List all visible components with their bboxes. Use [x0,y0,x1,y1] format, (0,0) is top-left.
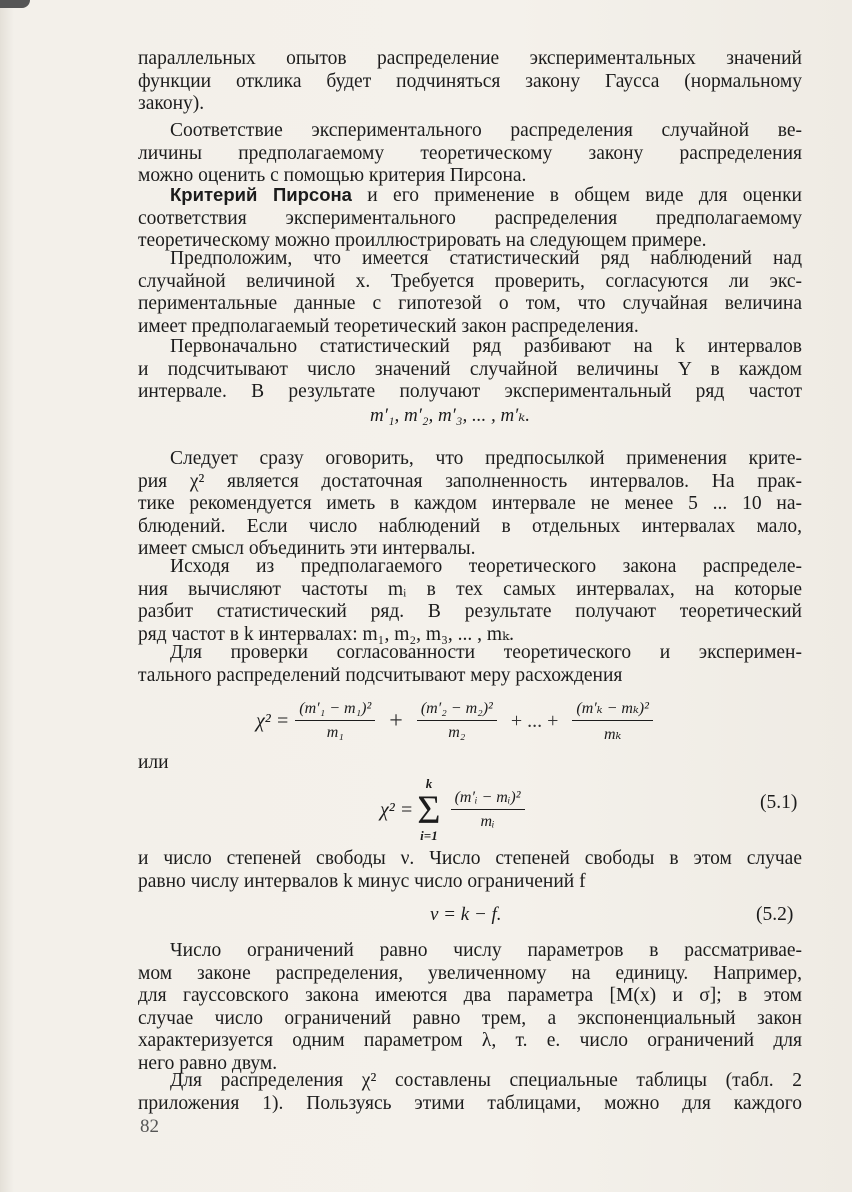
text-line: и число степеней свободы ν. Число степеней свободы в этом случае [138,848,802,869]
numerator: (m′ᵢ − mᵢ)² [454,789,521,806]
text-line: параллельных опытов распределение экспериментальных значений [138,48,802,69]
paragraph-discrepancy [138,642,802,687]
paragraph-theoretical [138,556,802,646]
summation-sign [417,776,440,844]
text-line: Для распределения χ² составлены специальные таблицы (табл. 2 [170,1070,802,1091]
text-line: мом законе распределения, увеличенному на единицу. Например, [138,962,802,984]
scan-corner-mark [0,0,30,8]
sum-upper-limit: k [425,776,433,791]
paragraph-preconditions [138,448,802,561]
chi-square-lhs: χ² = [256,709,290,732]
text-line: тике рекомендуется иметь в каждом интервале не менее 5 ... 10 на- [138,493,802,515]
denominator: m₂ [448,724,466,741]
text-line: Число ограничений равно числу параметров в рассматривае- [170,940,802,961]
numerator: (m′₂ − m₂)² [420,700,493,717]
text-line: теоретическому можно проиллюстрировать на следующем примере. [138,230,707,252]
text-line: закону). [138,93,205,115]
text-line: него равно двум. [138,1052,278,1074]
equation-number: (5.2) [756,904,794,925]
degrees-of-freedom-formula: ν = k − f. [430,904,502,925]
text-line: соответствия экспериментального распределения предполагаемому [138,207,802,229]
text-line: имеет смысл объединить эти интервалы. [138,538,476,560]
equation-number: (5.1) [760,792,798,813]
text-line: Для проверки согласованности теоретического и эксперимен- [170,642,802,663]
paragraph-continuation [138,48,802,116]
fraction-term-2 [417,700,497,742]
paragraph-assumption [138,248,802,338]
text-line: для гауссовского закона имеются два параметра [M(x) и σ]; в этом [138,985,802,1007]
chi-square-expanded-formula [256,698,659,744]
numerator: (m′₁ − m₁)² [299,700,372,717]
fraction-term-k [572,698,653,744]
text-line: Предположим, что имеется статистический ряд наблюдений над [170,248,802,269]
text-line: Первоначально статистический ряд разбивают на k интервалов [170,336,802,357]
text-line: равно числу интервалов k минус число ограничений f [138,870,586,892]
text-line: случае число ограничений равно трем, а экспоненциальный закон [138,1007,802,1029]
text-line: интервале. В результате получают экспериментальный ряд частот [138,381,802,403]
chi-square-sum-formula [380,776,531,844]
paragraph-tables [138,1070,802,1115]
denominator: m₁ [326,724,344,741]
sum-lower-limit: i=1 [420,828,438,843]
frequency-series: m′₁, m′₂, m′₃, ... , m′ₖ. [370,405,531,426]
text-line: Исходя из предполагаемого теоретического закона распределе- [170,556,802,577]
plus-sign: + [389,707,403,734]
fraction-term-1 [295,700,375,742]
text-line: характеризуется одним параметром λ, т. е. число ограничений для [138,1030,802,1052]
paragraph-correspondence [138,120,802,188]
paragraph-constraints [138,940,802,1076]
text-line: или [138,752,169,773]
text-line: можно оценить с помощью критерия Пирсона. [138,165,527,187]
numerator: (m′ₖ − mₖ)² [576,700,649,717]
text-line: ния вычисляют частоты mᵢ в тех самых интервалах, на которые [138,578,802,600]
bold-term: Критерий Пирсона [170,184,352,205]
text-line: и подсчитывают число значений случайной величины Y в каждом [138,358,802,380]
text-line: разбит статистический ряд. В результате получают теоретический [138,601,802,623]
text-line: тального распределений подсчитывают меру расхождения [138,664,623,686]
text-line [138,184,802,208]
text-line: личины предполагаемому теоретическому закону распределения [138,142,802,164]
text-line: приложения 1). Пользуясь этими таблицами, можно для каждого [138,1092,802,1114]
text-line: блюдений. Если число наблюдений в отдельных интервалах мало, [138,515,802,537]
denominator: mᵢ [480,813,495,830]
page-number: 82 [140,1116,159,1137]
fraction-term-i [451,789,525,831]
sigma-icon: Σ [417,787,441,832]
paragraph-degrees-of-freedom [138,848,802,893]
text-line: рия χ² является достаточная заполненность интервалов. На прак- [138,470,802,492]
text-line: периментальные данные с гипотезой о том, что случайная величина [138,293,802,315]
text-line: Следует сразу оговорить, что предпосылкой применения крите- [170,448,802,469]
paragraph-pearson [138,184,802,253]
text-fragment: и его применение в общем виде для оценки [351,185,802,206]
chi-square-lhs: χ² = [380,798,414,821]
ellipsis-sum: + ... + [510,709,559,732]
text-line: функции отклика будет подчиняться закону Гаусса (нормальному [138,70,802,92]
text-line: имеет предполагаемый теоретический закон распределения. [138,315,639,337]
text-line: ряд частот в k интервалах: m₁, m₂, m₃, ... , mₖ. [138,623,515,645]
denominator: mₖ [603,726,622,743]
text-line: Соответствие экспериментального распределения случайной ве- [170,120,802,141]
paragraph-intervals [138,336,802,404]
or-word [138,752,802,775]
text-line: случайной величиной x. Требуется проверить, согласуются ли экс- [138,270,802,292]
